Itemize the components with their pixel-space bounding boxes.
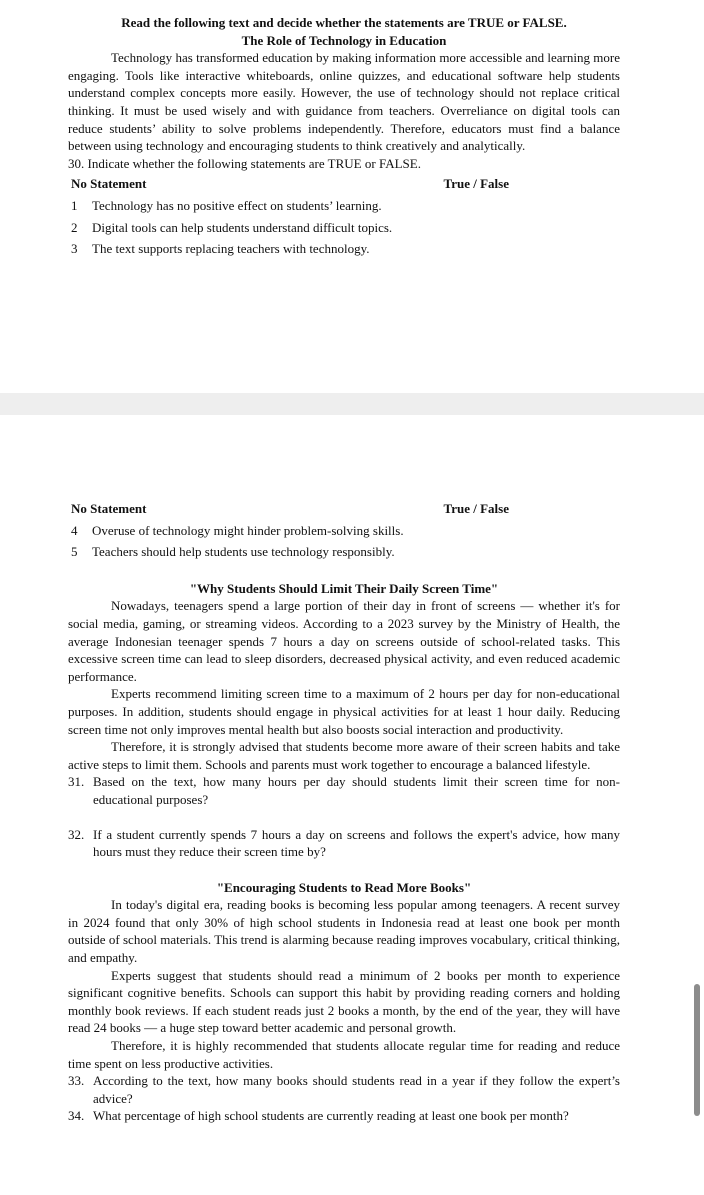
table-header bbox=[68, 500, 509, 518]
table-row bbox=[68, 522, 620, 540]
reading-paragraph-2: Experts suggest that students should read a minimum of 2 books per month to experience significant cognitive benefits. Schools can support this habit by providing reading corners and holding monthly book reviews. If each student reads just 2 books a month, by the end of the year, they will have read 24 books — a huge step toward better academic and personal growth. bbox=[68, 967, 620, 1036]
question-34 bbox=[68, 1107, 620, 1125]
reading-paragraph-1: In today's digital era, reading books is becoming less popular among teenagers. A recent survey in 2024 found that only 30% of high school students in Indonesia read at least one book per month outside of school materials. This trend is alarming because reading improves vocabulary, critical thinking, and empathy. bbox=[68, 897, 620, 966]
instruction: Read the following text and decide whether the statements are TRUE or FALSE. bbox=[121, 15, 567, 30]
row-statement: Overuse of technology might hinder problem-solving skills. bbox=[92, 522, 404, 538]
page-section-2 bbox=[68, 500, 620, 1125]
table-row bbox=[68, 240, 620, 258]
row-statement: Digital tools can help students understand difficult topics. bbox=[92, 219, 393, 235]
reading-paragraph-3: Therefore, it is highly recommended that students allocate regular time for reading and reduce time spent on less productive activities. bbox=[68, 1038, 620, 1071]
table-row bbox=[68, 219, 620, 237]
passage-title: The Role of Technology in Education bbox=[241, 32, 447, 48]
question-text: Based on the text, how many hours per day should students limit their screen time for non-educational purposes? bbox=[93, 774, 620, 807]
question-31 bbox=[68, 773, 620, 808]
screen-paragraph-1: Nowadays, teenagers spend a large portion of their day in front of screens — whether it's for social media, gaming, or streaming videos. According to a 2023 survey by the Ministry of Health, the average Indonesian teenager spends 7 hours a day on screens outside of school-related tasks. This excessive screen time can lead to sleep disorders, decreased physical activity, and even reduced academic performance. bbox=[68, 598, 620, 684]
question-32 bbox=[68, 826, 620, 861]
page-section-1 bbox=[68, 14, 620, 258]
question-number: 32. bbox=[68, 826, 85, 842]
row-statement: Technology has no positive effect on students’ learning. bbox=[92, 197, 382, 213]
reading-title: "Encouraging Students to Read More Books" bbox=[216, 879, 472, 895]
row-statement: Teachers should help students use technology responsibly. bbox=[92, 544, 395, 560]
question-text: According to the text, how many books should students read in a year if they follow the expert’s advice? bbox=[93, 1073, 620, 1106]
column-answer: True / False bbox=[443, 501, 509, 516]
row-number: 1 bbox=[71, 197, 78, 213]
screen-paragraph-3: Therefore, it is strongly advised that students become more aware of their screen habits and take active steps to limit them. Schools and parents must work together to encourage a balanced lifestyle. bbox=[68, 739, 620, 772]
row-number: 3 bbox=[71, 241, 78, 257]
table-row bbox=[68, 197, 620, 215]
column-statement: No Statement bbox=[71, 176, 147, 192]
question-number: 33. bbox=[68, 1073, 85, 1089]
table-header bbox=[68, 175, 509, 193]
question-text: What percentage of high school students are currently reading at least one book per month? bbox=[93, 1108, 569, 1124]
question-33 bbox=[68, 1072, 620, 1107]
passage-paragraph: Technology has transformed education by making information more accessible and learning more engaging. Tools like interactive whiteboards, online quizzes, and educational software help students understand complex concepts more easily. However, the use of technology should not replace critical thinking. It must be used wisely and with guidance from teachers. Overreliance on digital tools can reduce students’ ability to solve problems independently. Therefore, educators must find a balance between using technology and encouraging students to think creatively and analytically. bbox=[68, 50, 620, 154]
page-break-divider bbox=[0, 393, 704, 415]
column-answer: True / False bbox=[443, 176, 509, 192]
row-number: 2 bbox=[71, 219, 78, 235]
question-30: 30. Indicate whether the following statements are TRUE or FALSE. bbox=[68, 155, 421, 171]
table-row bbox=[68, 543, 620, 561]
vertical-scrollbar[interactable] bbox=[694, 984, 700, 1116]
row-number: 5 bbox=[71, 544, 78, 560]
column-statement: No Statement bbox=[71, 501, 147, 516]
question-number: 34. bbox=[68, 1108, 85, 1124]
row-statement: The text supports replacing teachers with technology. bbox=[92, 241, 370, 257]
row-number: 4 bbox=[71, 522, 78, 538]
screen-paragraph-2: Experts recommend limiting screen time to a maximum of 2 hours per day for non-educational purposes. In addition, students should engage in physical activities for at least 1 hour daily. Reducing screen time not only improves mental health but also boosts social interaction and productivity. bbox=[68, 686, 620, 737]
question-text: If a student currently spends 7 hours a day on screens and follows the expert's advice, how many hours must they reduce their screen time by? bbox=[93, 826, 620, 860]
question-number: 31. bbox=[68, 774, 85, 790]
screen-time-title: "Why Students Should Limit Their Daily Screen Time" bbox=[189, 580, 499, 596]
